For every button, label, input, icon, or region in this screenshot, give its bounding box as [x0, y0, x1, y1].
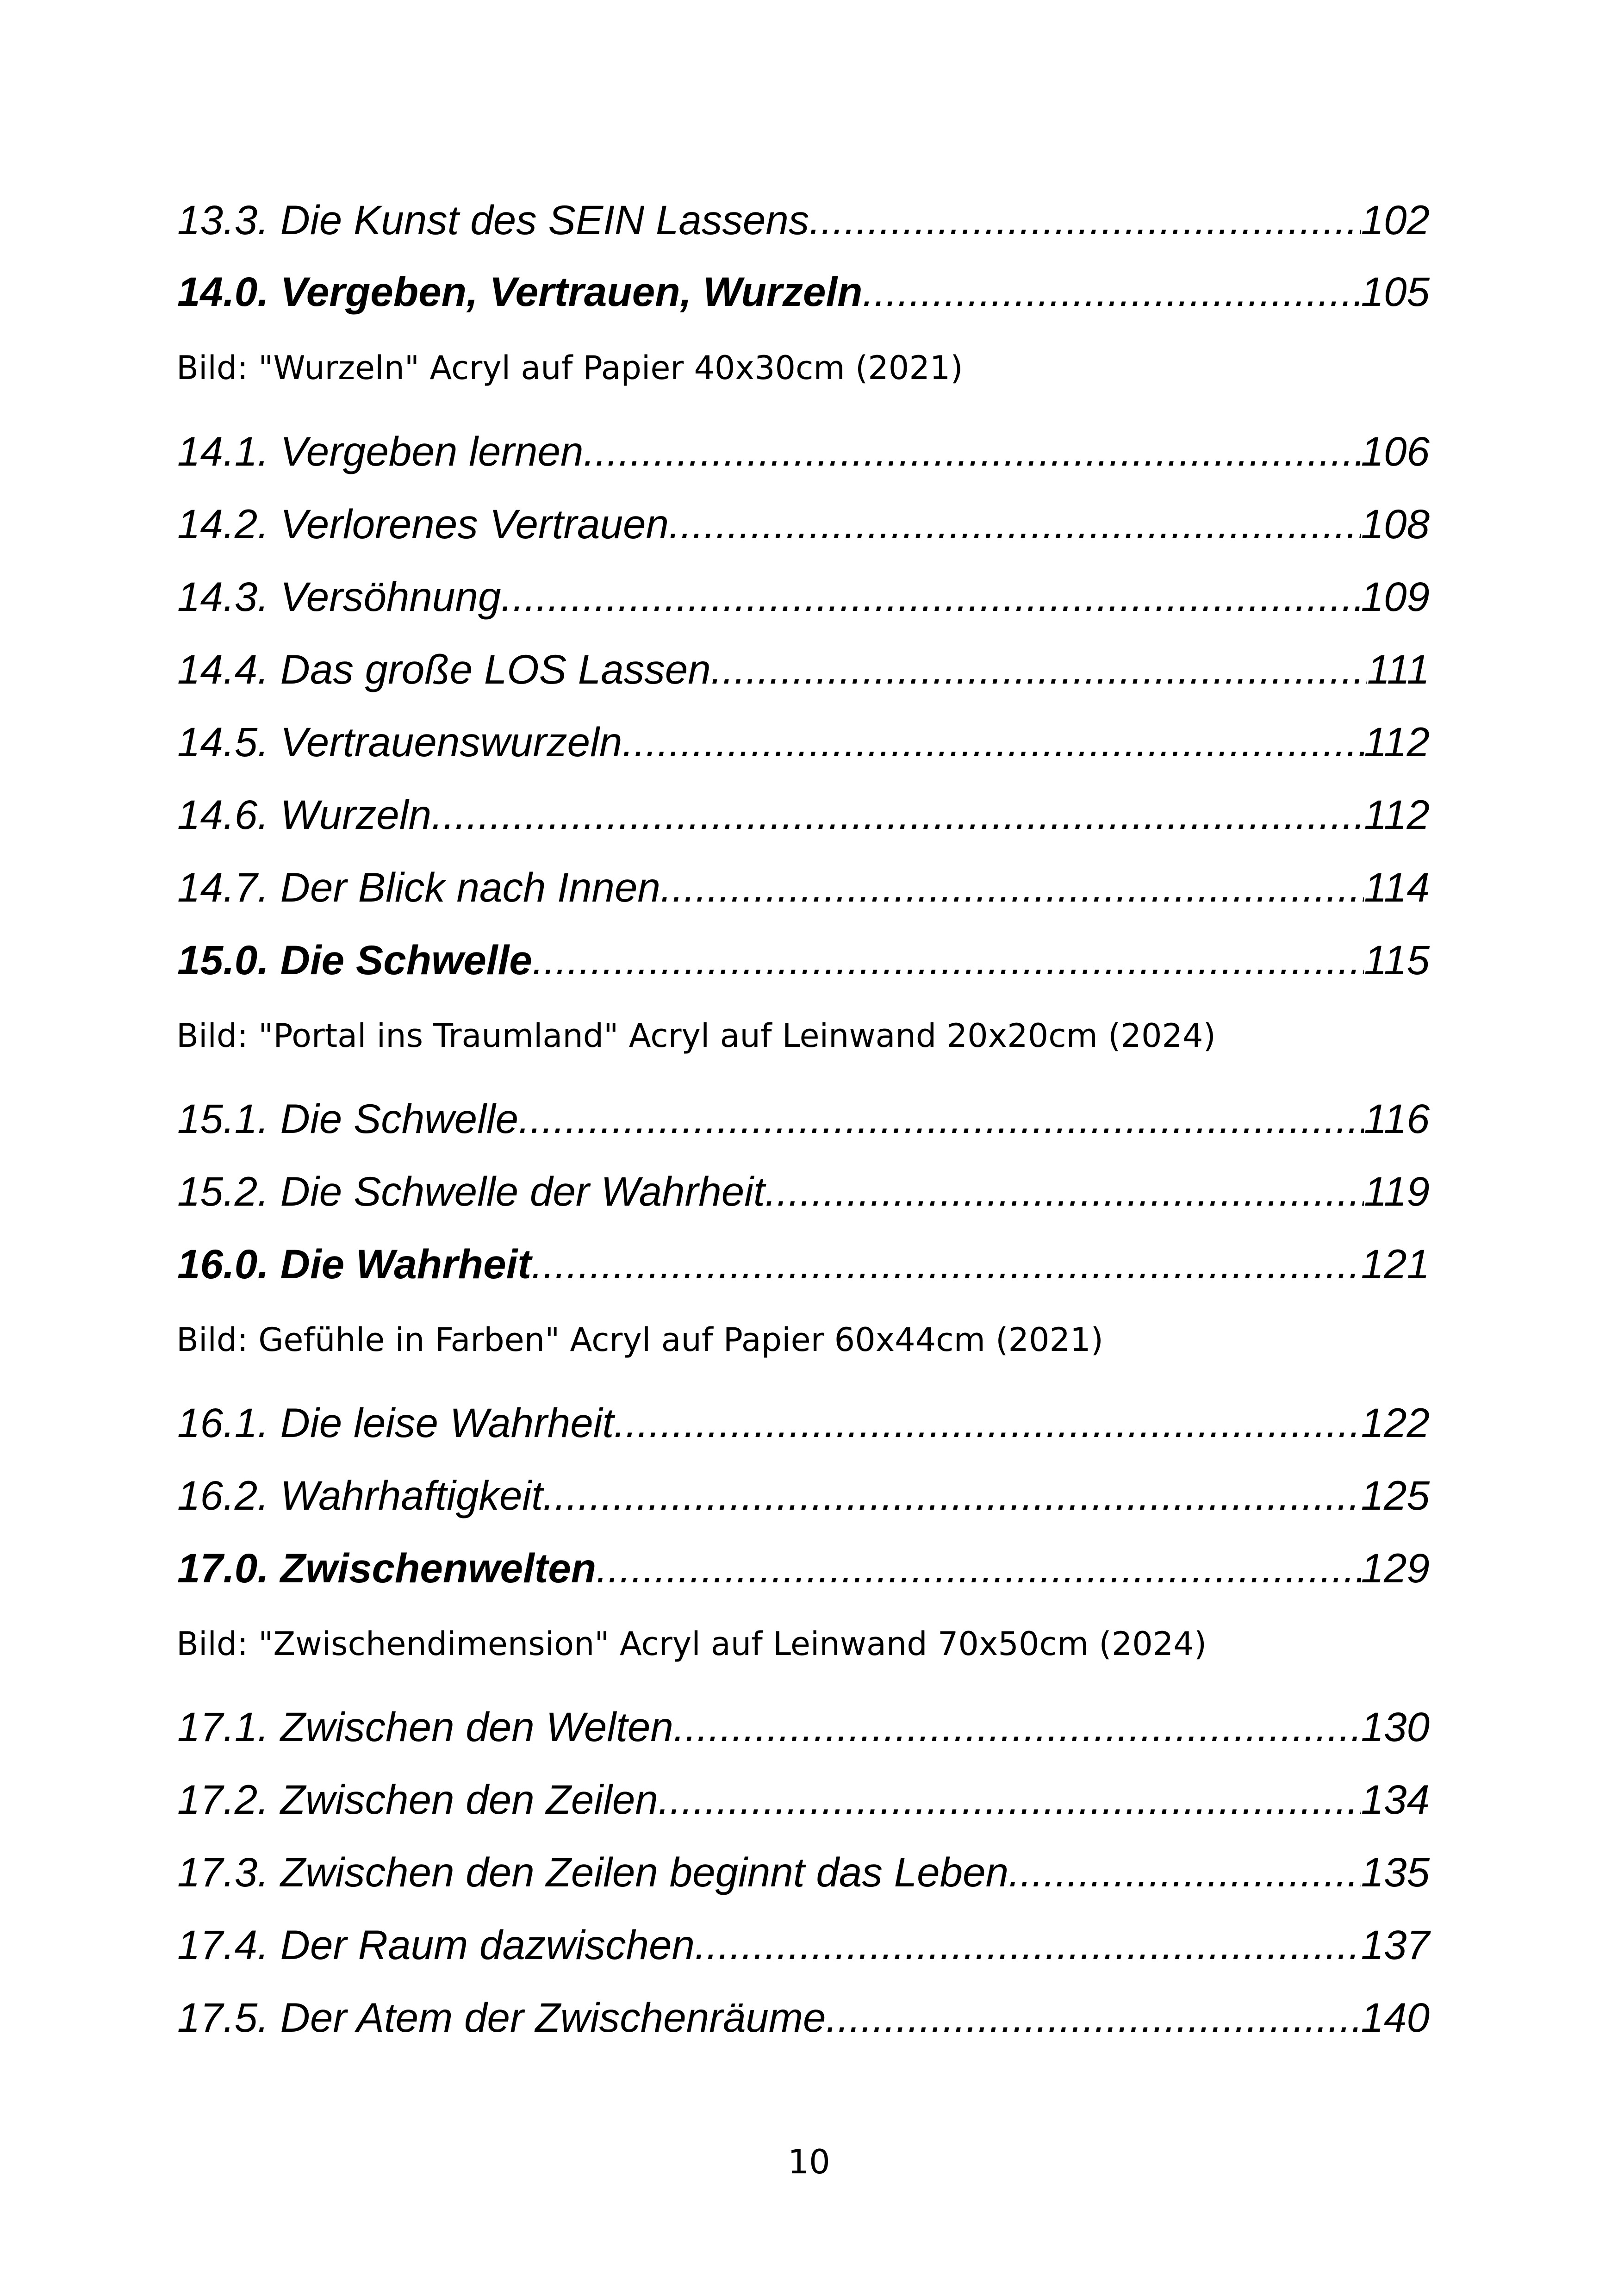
- toc-entry-leader: [532, 940, 1364, 981]
- toc-entry-title: 15.1. Die Schwelle: [177, 1095, 519, 1142]
- toc-entry-page: 119: [1364, 1168, 1430, 1214]
- image-caption: Bild: "Wurzeln" Acryl auf Papier 40x30cm (2021): [176, 349, 963, 387]
- toc-entry[interactable]: [177, 562, 1430, 620]
- toc-entry-page: 134: [1361, 1776, 1430, 1823]
- toc-entry-leader: [614, 1402, 1361, 1444]
- toc-entry-page: 115: [1364, 937, 1430, 983]
- toc-entry[interactable]: [177, 1837, 1430, 1893]
- toc-entry-title: 16.0. Die Wahrheit: [177, 1241, 532, 1287]
- toc-entry-leader: [765, 1171, 1364, 1212]
- toc-entry-title: 13.3. Die Kunst des SEIN Lassens: [177, 197, 809, 243]
- toc-entry-leader: [501, 576, 1361, 617]
- toc-entry[interactable]: [177, 1461, 1430, 1516]
- toc-entry-title: 14.4. Das große LOS Lassen: [177, 646, 711, 692]
- toc-entry-title: 17.3. Zwischen den Zeilen beginnt das Leben: [177, 1849, 1009, 1895]
- toc-entry-leader: [1008, 1852, 1361, 1893]
- toc-entry[interactable]: [177, 1388, 1430, 1444]
- toc-entry-title: 17.5. Der Atem der Zwischenräume: [177, 1994, 826, 2041]
- page-number: 10: [788, 2142, 830, 2181]
- image-caption: Bild: "Zwischendimension" Acryl auf Leinwand 70x50cm (2024): [176, 1625, 1207, 1663]
- toc-entry-page: 122: [1361, 1400, 1430, 1446]
- toc-entry-page: 125: [1361, 1472, 1430, 1518]
- toc-chapter-entry[interactable]: [177, 1229, 1430, 1285]
- toc-entry-leader: [596, 1548, 1361, 1589]
- toc-entry-page: 140: [1361, 1994, 1430, 2041]
- toc-chapter-entry[interactable]: [177, 1533, 1430, 1589]
- toc-entry[interactable]: [177, 1157, 1430, 1212]
- toc-entry-leader: [543, 1475, 1361, 1516]
- toc-entry-leader: [695, 1924, 1361, 1966]
- toc-entry-page: 114: [1364, 864, 1430, 910]
- toc-chapter-entry[interactable]: [177, 257, 1430, 315]
- toc-entry-page: 137: [1361, 1922, 1430, 1968]
- toc-entry-leader: [673, 1706, 1361, 1748]
- toc-entry-page: 116: [1364, 1095, 1430, 1142]
- toc-entry-page: 121: [1361, 1241, 1430, 1287]
- toc-entry-leader: [518, 1098, 1364, 1139]
- toc-entry-page: 135: [1361, 1849, 1430, 1895]
- toc-entry-title: 17.4. Der Raum dazwischen: [177, 1922, 695, 1968]
- toc-entry-title: 16.2. Wahrhaftigkeit: [177, 1472, 543, 1518]
- toc-entry-leader: [531, 1244, 1361, 1285]
- toc-entry-page: 106: [1361, 428, 1430, 474]
- toc-entry-leader: [711, 649, 1367, 690]
- toc-entry-leader: [826, 1997, 1361, 2038]
- toc-entry-leader: [658, 1779, 1361, 1820]
- toc-entry-leader: [863, 271, 1361, 312]
- toc-entry-page: 112: [1364, 719, 1430, 765]
- toc-entry-title: 17.1. Zwischen den Welten: [177, 1704, 673, 1750]
- image-caption: Bild: "Portal ins Traumland" Acryl auf Leinwand 20x20cm (2024): [176, 1017, 1216, 1055]
- toc-entry[interactable]: [177, 707, 1430, 763]
- toc-entry[interactable]: [177, 185, 1430, 241]
- toc-entry-page: 130: [1361, 1704, 1430, 1750]
- toc-entry-page: 111: [1367, 646, 1430, 692]
- toc-entry[interactable]: [177, 1692, 1430, 1748]
- toc-entry-title: 15.2. Die Schwelle der Wahrheit: [177, 1168, 765, 1214]
- toc-entry-title: 14.6. Wurzeln: [177, 791, 432, 838]
- toc-entry[interactable]: [177, 489, 1430, 545]
- toc-entry-title: 14.7. Der Blick nach Innen: [177, 864, 660, 910]
- toc-entry[interactable]: [177, 417, 1430, 472]
- image-caption: Bild: Gefühle in Farben" Acryl auf Papier 60x44cm (2021): [176, 1321, 1103, 1359]
- toc-entry-page: 109: [1361, 573, 1430, 620]
- toc-entry-title: 14.5. Vertrauenswurzeln: [177, 719, 622, 765]
- toc-entry[interactable]: [177, 635, 1430, 690]
- toc-entry[interactable]: [177, 1084, 1430, 1142]
- toc-entry-page: 102: [1361, 197, 1430, 243]
- toc-entry-title: 14.2. Verlorenes Vertrauen: [177, 501, 669, 547]
- toc-entry[interactable]: [177, 1910, 1430, 1966]
- toc-entry-page: 108: [1361, 501, 1430, 547]
- toc-entry-title: 15.0. Die Schwelle: [177, 937, 532, 983]
- toc-entry[interactable]: [177, 852, 1430, 908]
- toc-entry-page: 112: [1364, 791, 1430, 838]
- toc-entry-page: 129: [1361, 1545, 1430, 1591]
- toc-entry-leader: [622, 722, 1364, 763]
- toc-entry[interactable]: [177, 780, 1430, 838]
- toc-chapter-entry[interactable]: [177, 925, 1430, 981]
- toc-entry-title: 16.1. Die leise Wahrheit: [177, 1400, 614, 1446]
- toc-entry-page: 105: [1361, 268, 1430, 315]
- toc-entry-leader: [669, 504, 1361, 545]
- toc-entry-title: 17.2. Zwischen den Zeilen: [177, 1776, 658, 1823]
- toc-entry[interactable]: [177, 1983, 1430, 2041]
- toc-entry-title: 14.1. Vergeben lernen: [177, 428, 584, 474]
- toc-entry-title: 17.0. Zwischenwelten: [177, 1545, 597, 1591]
- toc-entry-title: 14.3. Versöhnung: [177, 573, 501, 620]
- toc-entry-leader: [431, 794, 1364, 835]
- toc-entry-title: 14.0. Vergeben, Vertrauen, Wurzeln: [177, 268, 863, 315]
- toc-entry-leader: [660, 867, 1364, 908]
- toc-entry-leader: [809, 199, 1361, 241]
- toc-entry-leader: [583, 431, 1361, 472]
- toc-entry[interactable]: [177, 1765, 1430, 1823]
